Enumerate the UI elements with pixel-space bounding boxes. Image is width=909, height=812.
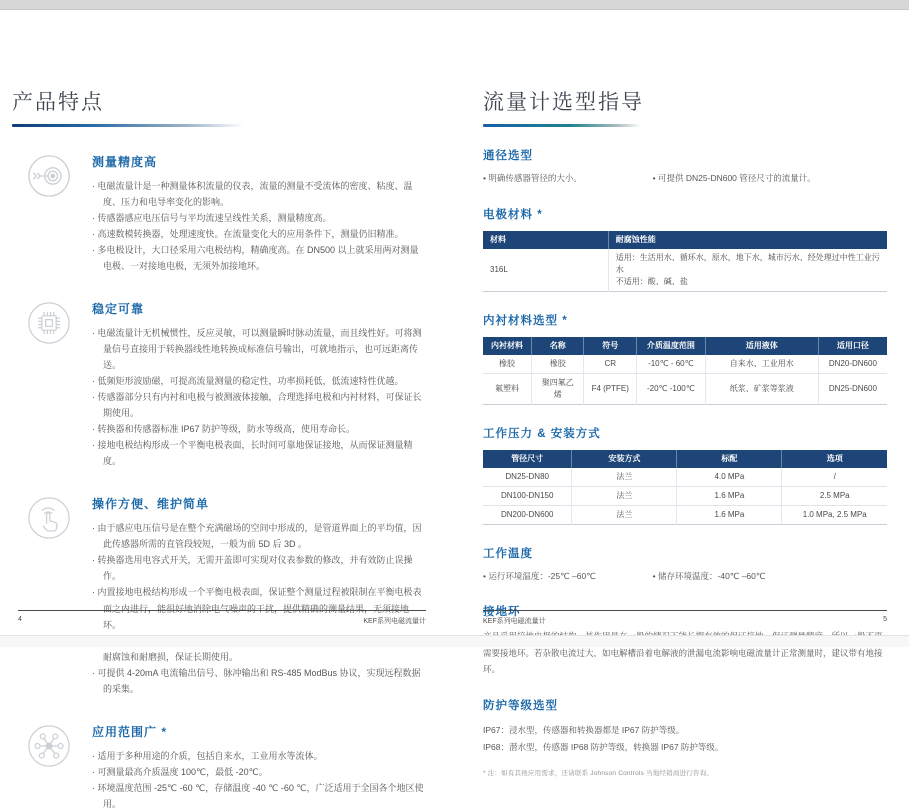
page-title-selection-guide: 流量计选型指导 [483, 91, 644, 114]
cell: / [782, 468, 887, 487]
cell: 纸浆、矿浆等浆液 [705, 373, 818, 404]
electrode-material-table [483, 231, 887, 292]
cell: 橡胶 [483, 355, 531, 374]
section-diameter-selection [483, 147, 887, 186]
feature-bullets [92, 520, 425, 696]
cell: 1.6 MPa [677, 505, 782, 524]
list-item: • 明确传感器管径的大小。 [483, 172, 653, 186]
column-header: 适用液体 [705, 337, 818, 355]
cell: 聚四氟乙烯 [531, 373, 584, 404]
bullet: · 由于感应电压信号是在整个充满磁场的空间中形成的，是管道界面上的平均值，因此传感器所需的直管段较短，一般为前 5D 后 3D 。 [92, 520, 425, 552]
two-page-spread [0, 10, 909, 809]
feature-bullets [92, 748, 425, 812]
column-header: 材料 [483, 231, 608, 249]
column-header: 名称 [531, 337, 584, 355]
section-protection-rating [483, 697, 887, 777]
section-heading: 接地环 [483, 606, 521, 619]
cell: 1.0 MPa, 2.5 MPa [782, 505, 887, 524]
footer-left-page [18, 610, 426, 626]
table-row [483, 249, 887, 292]
feature-heading: 稳定可靠 [92, 302, 145, 317]
table-row [483, 355, 887, 374]
feature-wide-application [12, 721, 425, 812]
cell: 氟塑料 [483, 373, 531, 404]
viewer-top-edge [0, 0, 909, 10]
list-item: • 储存环境温度：-40℃ –60℃ [653, 570, 887, 584]
bullet: · 低频矩形波励磁，可提高流量测量的稳定性，功率损耗低，低流速特性优越。 [92, 373, 425, 389]
bullet: · 可提供 4-20mA 电流输出信号、脉冲输出和 RS-485 ModBus 协议，实现远程数据的采集。 [92, 665, 425, 697]
bullet: · 电磁流量计无机械惯性，反应灵敏，可以测量瞬时脉动流量，而且线性好。可将测量信号直接用于转换器线性地转换成标准信号输出，可就地指示，也可远距离传送。 [92, 325, 425, 373]
page-title-product-features: 产品特点 [12, 91, 104, 114]
performance-line: 适用：生活用水、循环水，原水，地下水，城市污水、经处理过中性工业污水 [615, 252, 880, 274]
feature-bullets [92, 325, 425, 469]
table-header-row [483, 231, 887, 249]
list-item: • 运行环境温度：-25℃ –60℃ [483, 570, 653, 584]
section-heading: 工作温度 [483, 547, 533, 560]
cell: DN20-DN600 [818, 355, 887, 374]
feature-reliability [12, 298, 425, 469]
page-right [455, 10, 909, 777]
column-header: 耐腐蚀性能 [608, 231, 887, 249]
column-header: 管径尺寸 [483, 450, 572, 468]
table-row [483, 505, 887, 524]
section-heading: 通径选型 [483, 150, 533, 163]
performance-line: 不适用：酸、碱、盐 [615, 276, 688, 286]
section-working-temperature [483, 545, 887, 584]
column-header: 符号 [584, 337, 637, 355]
list-item: • 可提供 DN25-DN600 管径尺寸的流量计。 [653, 172, 887, 186]
bullet: · 多电极设计，大口径采用六电极结构，精确度高。在 DN500 以上就采用两对测量电极、一对接地电极，无须外加接地环。 [92, 242, 425, 274]
table-row [483, 373, 887, 404]
cell: DN25-DN600 [818, 373, 887, 404]
table-header-row [483, 450, 887, 468]
bullet: · 环境温度范围 -25℃ -60 ℃，存储温度 -40 ℃ -60 ℃，广泛适用于全国各个地区使用。 [92, 780, 425, 812]
cell: 法兰 [572, 505, 677, 524]
cell: 法兰 [572, 468, 677, 487]
feature-accuracy [12, 151, 425, 274]
footnote: * 注：如有其他应用需求，还请联系 Johnson Controls 当地经销商进行咨询。 [483, 769, 714, 777]
title-underline-gradient [12, 124, 244, 127]
cell: 4.0 MPa [677, 468, 782, 487]
bullet: · 传感器感应电压信号与平均流速呈线性关系，测量精度高。 [92, 210, 425, 226]
bullet: · 接地电极结构形成一个平衡电极表面，长时间可靠地保证接地，从而保证测量精度。 [92, 437, 425, 469]
page-number: 5 [883, 616, 887, 623]
hand-tap-icon [26, 495, 72, 541]
bullet: · 转换器选用电容式开关，无需开盖即可实现对仪表参数的修改，并有效防止误操作。 [92, 552, 425, 584]
bullet: · 电磁流量计是一种测量体积流量的仪表，流量的测量不受流体的密度、粘度、温度、压力和电导率变化的影响。 [92, 178, 425, 210]
section-heading: 内衬材料选型 * [483, 314, 568, 327]
cell: 法兰 [572, 486, 677, 505]
cell: F4 (PTFE) [584, 373, 637, 404]
cpu-chip-icon [26, 300, 72, 346]
cell-performance [608, 249, 887, 292]
column-header: 安装方式 [572, 450, 677, 468]
page-number: 4 [18, 616, 22, 623]
cell-material: 316L [483, 249, 608, 292]
ip67-line: IP67：浸水型，传感器和转换器都是 IP67 防护等级。 [483, 724, 685, 735]
bullet: · 传感器部分只有内衬和电极与被测液体接触，合理选择电极和内衬材料，可保证长期使用。 [92, 389, 425, 421]
column-header: 选项 [782, 450, 887, 468]
column-header: 介质温度范围 [637, 337, 706, 355]
cell: DN25-DN80 [483, 468, 572, 487]
column-header: 内衬材料 [483, 337, 531, 355]
diameter-items [483, 172, 887, 186]
cell: 2.5 MPa [782, 486, 887, 505]
column-header: 标配 [677, 450, 782, 468]
section-heading: 电极材料 * [483, 208, 543, 221]
accuracy-target-icon [26, 153, 72, 199]
cell: -20℃ -100℃ [637, 373, 706, 404]
cell: 自来水、工业用水 [705, 355, 818, 374]
feature-heading: 应用范围广 * [92, 724, 168, 739]
bullet: · 适用于多种用途的介质，包括自来水，工业用水等流体。 [92, 748, 425, 764]
feature-bullets [92, 178, 425, 274]
feature-heading: 操作方便、维护简单 [92, 497, 210, 512]
section-heading: 工作压力 & 安装方式 [483, 427, 601, 440]
bullet: · 耐腐蚀和耐磨损，保证长期使用。 [92, 633, 425, 665]
bullet: · 可测量最高介质温度 100℃，最低 -20℃。 [92, 764, 425, 780]
cell: DN100-DN150 [483, 486, 572, 505]
feature-heading: 测量精度高 [92, 155, 158, 170]
grounding-paragraph: 需要接地环。若杂散电流过大，如电解槽沿着电解液的泄漏电流影响电磁流量计正常测量时，建议带有地接环。 [483, 647, 883, 674]
feature-easy-operation [12, 493, 425, 696]
temperature-items [483, 570, 887, 584]
ip68-line: IP68：潜水型，传感器 IP68 防护等级，转换器 IP67 防护等级。 [483, 741, 724, 752]
section-electrode-material [483, 206, 887, 292]
cell: 1.6 MPa [677, 486, 782, 505]
bullet: · 转换器和传感器标准 IP67 防护等级，防水等级高，使用寿命长。 [92, 421, 425, 437]
bullet: · 内置接地电极结构形成一个平衡电极表面，保证整个测量过程被限制在平衡电极表面之内进行，能很好地消除电气噪声的干扰，提供精确的测量结果，无须接地环。 [92, 584, 425, 632]
section-liner-material [483, 312, 887, 405]
cell: 橡胶 [531, 355, 584, 374]
column-header: 适用口径 [818, 337, 887, 355]
pressure-installation-table [483, 450, 887, 525]
section-heading: 防护等级选型 [483, 699, 558, 712]
page-left [0, 10, 455, 809]
section-pressure-installation [483, 425, 887, 525]
cell: CR [584, 355, 637, 374]
viewer-bottom-edge [0, 635, 909, 647]
cell: -10℃ - 60℃ [637, 355, 706, 374]
liner-material-table [483, 337, 887, 405]
footer-right-page [483, 610, 887, 626]
doc-title: KEF系列电磁流量计 [363, 618, 426, 625]
cell: DN200-DN600 [483, 505, 572, 524]
network-hub-icon [26, 723, 72, 769]
table-row [483, 468, 887, 487]
bullet: · 高速数模转换器，处理速度快。在流量变化大的应用条件下，测量仍旧精准。 [92, 226, 425, 242]
table-row [483, 486, 887, 505]
table-header-row [483, 337, 887, 355]
doc-title: KEF系列电磁流量计 [483, 618, 546, 625]
